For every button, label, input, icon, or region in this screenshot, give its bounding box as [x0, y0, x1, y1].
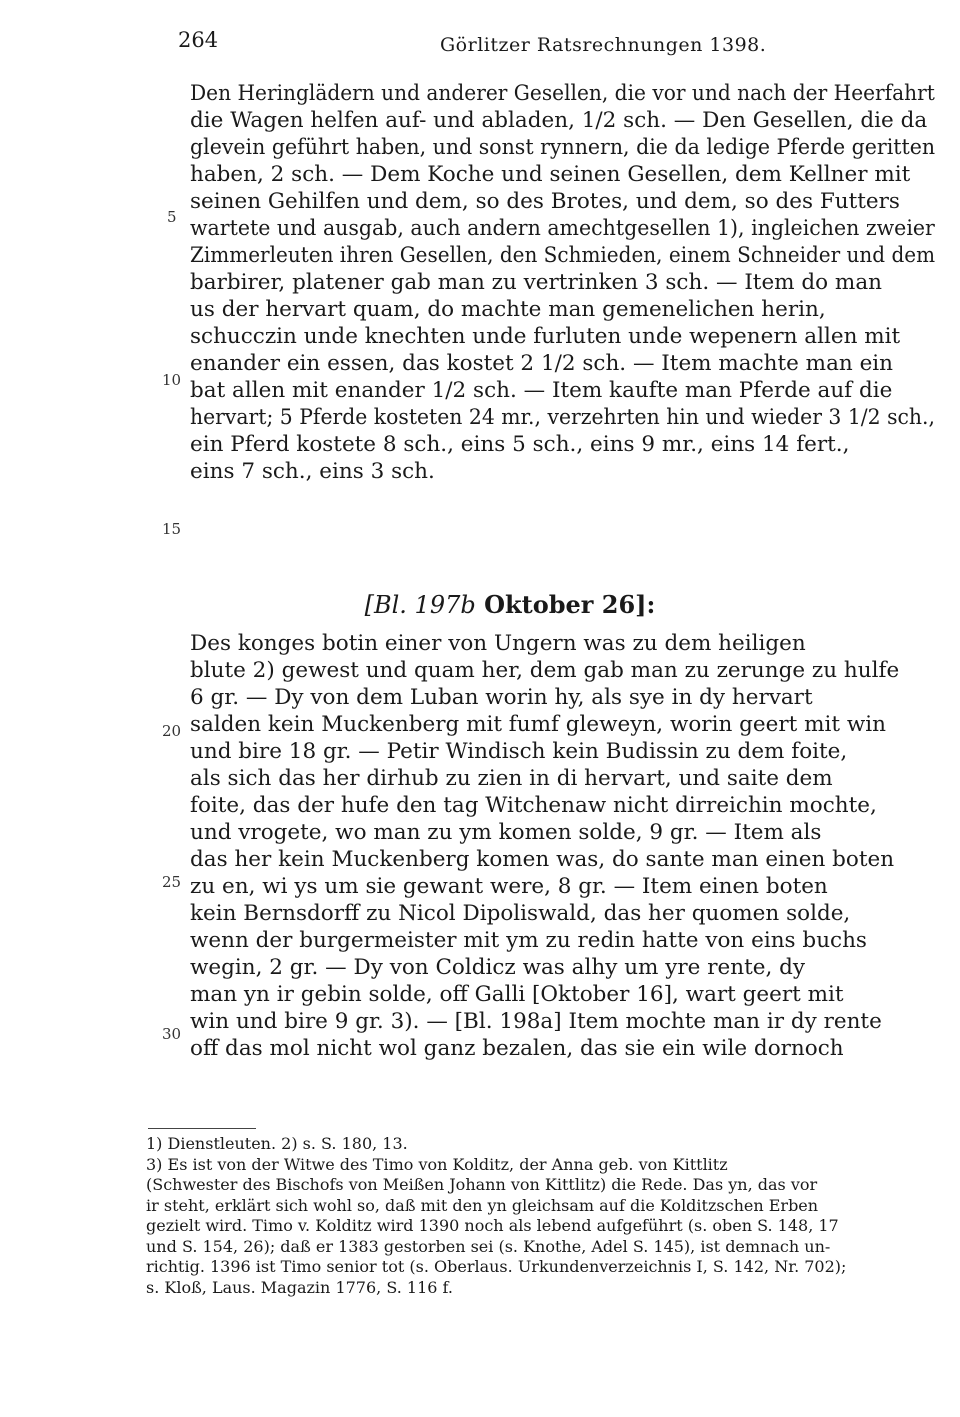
text-line: off das mol nicht wol ganz bezalen, das sie ein wile dornoch — [190, 1036, 844, 1061]
text-line: hervart; 5 Pferde kosteten 24 mr., verzehrten hin und wieder 3 1/2 sch., — [190, 405, 935, 430]
text-line: foite, das der hufe den tag Witchenaw nicht dirreichin mochte, — [190, 793, 877, 818]
footnote-line: s. Kloß, Laus. Magazin 1776, S. 116 f. — [146, 1277, 453, 1297]
section-date: Oktober 26]: — [484, 590, 656, 619]
text-line: blute 2) gewest und quam her, dem gab man zu zerunge zu hulfe — [190, 658, 900, 683]
text-block-1 — [190, 80, 940, 485]
footnote-rule — [148, 1128, 256, 1129]
text-line: zu en, wi ys um sie gewant were, 8 gr. — Item einen boten — [190, 874, 828, 899]
text-line: wartete und ausgab, auch andern amechtgesellen 1), ingleichen zweier — [190, 216, 935, 241]
section-heading — [0, 590, 960, 619]
text-line: bat allen mit enander 1/2 sch. — Item kaufte man Pferde auf die — [190, 378, 893, 403]
text-line: Zimmerleuten ihren Gesellen, den Schmieden, einem Schneider und dem — [190, 243, 936, 268]
text-line: eins 7 sch., eins 3 sch. — [190, 459, 435, 484]
text-line: Den Heringlädern und anderer Gesellen, die vor und nach der Heerfahrt — [190, 81, 935, 106]
line-number-15: 15 — [162, 520, 182, 538]
text-line: schucczin unde knechten unde furluten unde wepenern allen mit — [190, 324, 901, 349]
text-line: und vrogete, wo man zu ym komen solde, 9 gr. — Item als — [190, 820, 822, 845]
footnote-line: (Schwester des Bischofs von Meißen Johann von Kittlitz) die Rede. Das yn, das vor — [146, 1175, 818, 1194]
folio-reference: [Bl. 197b — [364, 591, 476, 619]
text-line: salden kein Muckenberg mit fumf gleweyn, worin geert mit win — [190, 712, 886, 737]
text-line: seinen Gehilfen und dem, so des Brotes, und dem, so des Futters — [190, 189, 900, 214]
text-line: glevein geführt haben, und sonst rynnern, die da ledige Pferde geritten — [190, 135, 936, 160]
text-line: barbirer, platener gab man zu vertrinken 3 sch. — Item do man — [190, 270, 882, 295]
text-line: man yn ir gebin solde, off Galli [Oktober 16], wart geert mit — [190, 982, 844, 1007]
page-number: 264 — [178, 28, 219, 52]
footnote-line: ir steht, erklärt sich wohl so, daß mit den yn gleichsam auf die Kolditzschen Erben — [146, 1195, 819, 1215]
text-line: win und bire 9 gr. 3). — [Bl. 198a] Item mochte man ir dy rente — [190, 1009, 882, 1034]
line-number-20: 20 — [162, 722, 182, 740]
text-line: kein Bernsdorff zu Nicol Dipoliswald, das her quomen solde, — [190, 901, 851, 926]
text-line: die Wagen helfen auf- und abladen, 1/2 sch. — Den Gesellen, die da — [190, 108, 928, 133]
text-line: Des konges botin einer von Ungern was zu dem heiligen — [190, 631, 806, 656]
text-line: ein Pferd kostete 8 sch., eins 5 sch., eins 9 mr., eins 14 fert., — [190, 432, 850, 457]
line-number-30: 30 — [162, 1025, 182, 1043]
line-number-10: 10 — [162, 371, 182, 389]
text-line: wenn der burgermeister mit ym zu redin hatte von eins buchs — [190, 928, 867, 953]
footnote-line: 1) Dienstleuten. 2) s. S. 180, 13. — [146, 1134, 408, 1153]
footnote-line: 3) Es ist von der Witwe des Timo von Kolditz, der Anna geb. von Kittlitz — [146, 1154, 728, 1174]
footnote-line: gezielt wird. Timo v. Kolditz wird 1390 noch als lebend aufgeführt (s. oben S. 148, 17 — [146, 1216, 839, 1235]
footnote-line: richtig. 1396 ist Timo senior tot (s. Oberlaus. Urkundenverzeichnis I, S. 142, Nr. 702); — [146, 1257, 847, 1276]
line-number-5: 5 — [167, 208, 177, 226]
text-line: us der hervart quam, do machte man gemenelichen herin, — [190, 297, 826, 322]
footnotes — [146, 1134, 936, 1298]
text-line: und bire 18 gr. — Petir Windisch kein Budissin zu dem foite, — [190, 739, 848, 764]
running-header: Görlitzer Ratsrechnungen 1398. — [440, 34, 767, 56]
text-line: wegin, 2 gr. — Dy von Coldicz was alhy um yre rente, dy — [190, 955, 806, 980]
footnote-line: und S. 154, 26); daß er 1383 gestorben sei (s. Knothe, Adel S. 145), ist demnach un- — [146, 1236, 831, 1256]
text-line: 6 gr. — Dy von dem Luban worin hy, als sye in dy hervart — [190, 685, 813, 710]
text-line: das her kein Muckenberg komen was, do sante man einen boten — [190, 847, 895, 872]
line-number-25: 25 — [162, 873, 182, 891]
text-line: als sich das her dirhub zu zien in di hervart, und saite dem — [190, 766, 833, 791]
text-line: enander ein essen, das kostet 2 1/2 sch. — Item machte man ein — [190, 351, 894, 376]
text-block-2 — [190, 630, 940, 1062]
text-line: haben, 2 sch. — Dem Koche und seinen Gesellen, dem Kellner mit — [190, 162, 911, 187]
